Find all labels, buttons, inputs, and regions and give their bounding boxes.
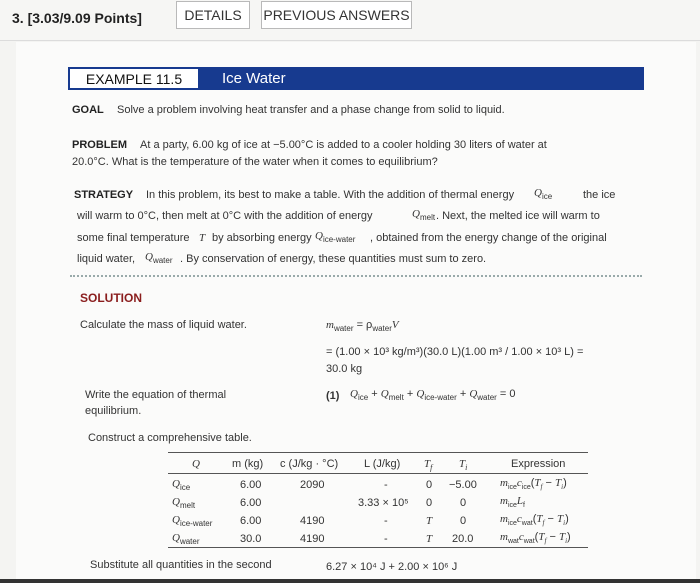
top-bar <box>0 0 700 41</box>
table-header-expression: Expression <box>511 458 566 470</box>
equation-mass-calc: = (1.00 × 10³ kg/m³)(30.0 L)(1.00 m³ / 1.00 × 10³ L) = <box>326 346 584 358</box>
equation-mass-result: 30.0 kg <box>326 363 363 375</box>
strategy-label: STRATEGY <box>74 189 134 201</box>
strategy-q-water-symbol: $Q_{water}$ <box>145 251 173 266</box>
table-cell-l: - <box>384 479 388 491</box>
table-cell-ti: −5.00 <box>449 479 477 491</box>
table-row-q: $Q_{melt}$ <box>172 496 196 511</box>
goal-text: Solve a problem involving heat transfer and a phase change from solid to liquid. <box>117 104 505 116</box>
table-cell-c: 2090 <box>300 479 325 491</box>
bottom-border <box>0 579 700 583</box>
step-table: Construct a comprehensive table. <box>88 432 252 444</box>
table-cell-c: 4190 <box>300 515 325 527</box>
table-header-m: m (kg) <box>232 458 264 470</box>
step-substitute: Substitute all quantities in the second <box>90 559 272 571</box>
table-cell-ti: 20.0 <box>452 533 474 545</box>
table-cell-m: 6.00 <box>240 497 262 509</box>
strategy-line4a: liquid water, <box>77 253 136 265</box>
table-cell-ti: 0 <box>460 497 467 509</box>
table-header-c: c (J/kg · °C) <box>280 458 339 470</box>
table-header-tf: $T_f$ <box>424 458 433 473</box>
strategy-t-symbol: T <box>199 232 206 244</box>
tab-details[interactable]: DETAILS <box>176 1 250 29</box>
strategy-q-ice-symbol: $Q_{ice}$ <box>534 187 553 202</box>
tab-previous-answers[interactable]: PREVIOUS ANSWERS <box>261 1 412 29</box>
table-cell-m: 30.0 <box>240 533 262 545</box>
table-top-rule <box>168 452 588 453</box>
question-points: 3. [3.03/9.09 Points] <box>12 10 142 26</box>
table-row-q: $Q_{water}$ <box>172 532 200 547</box>
table-row-q: $Q_{ice}$ <box>172 478 191 493</box>
table-cell-tf: T <box>426 533 433 545</box>
equation-mass-water: $m_{water} = \rho_{water}V$ <box>326 319 399 334</box>
problem-text-line1: At a party, 6.00 kg of ice at −5.00°C is added to a cooler holding 30 liters of water at <box>140 139 547 151</box>
example-panel <box>16 42 696 580</box>
problem-text-line2: 20.0°C. What is the temperature of the water when it comes to equilibrium? <box>72 156 438 168</box>
strategy-line2b: . Next, the melted ice will warm to <box>436 210 600 222</box>
table-header-q: Q <box>192 458 200 470</box>
table-cell-expression: $m_{ice}c_{ice}(T_f - T_i)$ <box>500 477 567 492</box>
table-cell-c: 4190 <box>300 533 325 545</box>
table-cell-expression: $m_{wat}c_{wat}(T_f - T_i)$ <box>500 531 571 546</box>
table-cell-m: 6.00 <box>240 515 262 527</box>
table-header-rule <box>168 473 588 474</box>
table-bottom-rule <box>168 547 588 548</box>
table-header-ti: $T_i$ <box>459 458 468 473</box>
equation-equilibrium: $Q_{ice} + Q_{melt} + Q_{ice-water} + Q_{water} = 0$ <box>350 388 516 403</box>
strategy-line3c: , obtained from the energy change of the original <box>370 232 607 244</box>
goal-label: GOAL <box>72 104 104 116</box>
strategy-line3a: some final temperature <box>77 232 190 244</box>
table-cell-expression: $m_{ice}L_f$ <box>500 495 525 510</box>
table-cell-tf: 0 <box>426 479 433 491</box>
example-label: EXAMPLE 11.5 <box>68 67 200 90</box>
equation-number: (1) <box>326 390 340 402</box>
table-row-q: $Q_{ice-water}$ <box>172 514 213 529</box>
strategy-line4b: . By conservation of energy, these quantities must sum to zero. <box>180 253 487 265</box>
strategy-line1b: the ice <box>583 189 616 201</box>
example-title: Ice Water <box>222 70 286 87</box>
table-cell-ti: 0 <box>460 515 467 527</box>
strategy-line3b: by absorbing energy <box>212 232 312 244</box>
step-equilibrium-line1: Write the equation of thermal <box>85 389 227 401</box>
table-cell-l: - <box>384 515 388 527</box>
equation-substitute: 6.27 × 10⁴ J + 2.00 × 10⁶ J <box>326 561 458 573</box>
section-divider <box>70 275 642 277</box>
step-mass: Calculate the mass of liquid water. <box>80 319 247 331</box>
solution-label: SOLUTION <box>80 291 142 305</box>
strategy-q-melt-symbol: $Q_{melt}$ <box>412 208 436 223</box>
table-cell-tf: 0 <box>426 497 433 509</box>
table-cell-l: 3.33 × 10⁵ <box>358 497 409 509</box>
strategy-line1a: In this problem, its best to make a table. With the addition of thermal energy <box>146 189 515 201</box>
table-header-l: L (J/kg) <box>364 458 401 470</box>
table-cell-l: - <box>384 533 388 545</box>
table-cell-expression: $m_{ice}c_{wat}(T_f - T_i)$ <box>500 513 569 528</box>
table-cell-tf: T <box>426 515 433 527</box>
table-cell-m: 6.00 <box>240 479 262 491</box>
strategy-line2a: will warm to 0°C, then melt at 0°C with the addition of energy <box>77 210 373 222</box>
problem-label: PROBLEM <box>72 139 127 151</box>
step-equilibrium-line2: equilibrium. <box>85 405 142 417</box>
strategy-q-ice-water-symbol: $Q_{ice-water}$ <box>315 230 356 245</box>
